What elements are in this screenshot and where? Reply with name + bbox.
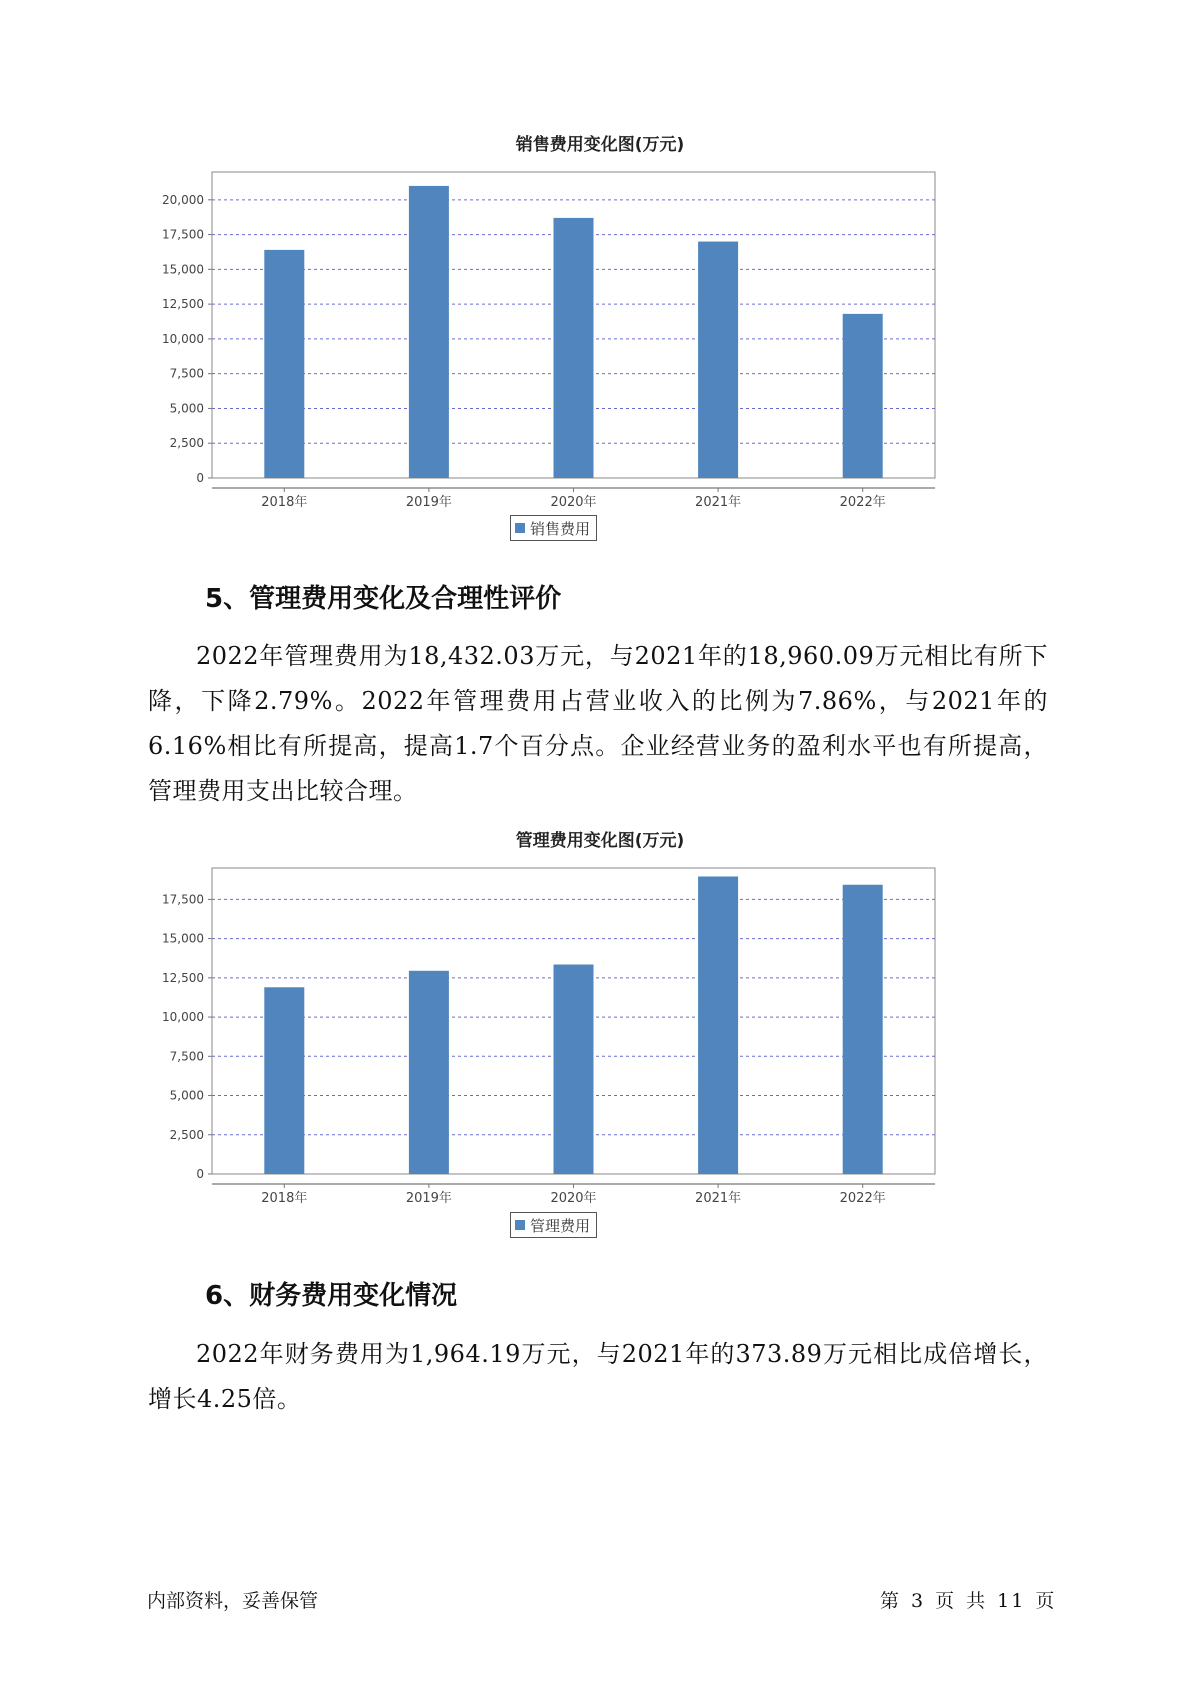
section-heading-5: 5、管理费用变化及合理性评价 xyxy=(205,584,562,614)
page-prefix: 第 xyxy=(880,1590,902,1612)
y-tick-label: 7,500 xyxy=(169,1049,204,1064)
section-heading-6: 6、财务费用变化情况 xyxy=(205,1281,458,1311)
y-tick-label: 5,000 xyxy=(169,1088,204,1103)
y-tick-label: 7,500 xyxy=(169,366,204,381)
chart-title: 管理费用变化图(万元) xyxy=(515,831,685,851)
bar xyxy=(554,965,594,1174)
bar xyxy=(409,971,449,1174)
y-tick-label: 10,000 xyxy=(162,331,204,346)
y-tick-label: 12,500 xyxy=(162,297,204,312)
footer-confidential-note: 内部资料，妥善保管 xyxy=(147,1590,319,1612)
y-tick-label: 17,500 xyxy=(162,227,204,242)
y-tick-label: 15,000 xyxy=(162,262,204,277)
legend-swatch xyxy=(515,1220,525,1230)
chart-title: 销售费用变化图(万元) xyxy=(515,135,685,155)
legend-label: 销售费用 xyxy=(530,519,591,538)
bar xyxy=(698,876,738,1174)
x-tick-label: 2020年 xyxy=(550,1191,597,1206)
bar xyxy=(843,885,883,1174)
y-tick-label: 15,000 xyxy=(162,931,204,946)
page-unit: 页 xyxy=(935,1590,957,1612)
bar xyxy=(698,242,738,478)
x-tick-label: 2019年 xyxy=(405,1191,452,1206)
chart-plot xyxy=(150,856,1050,1246)
total-pages: 11 xyxy=(997,1590,1026,1612)
y-tick-label: 0 xyxy=(196,471,204,485)
section-5-paragraph: 2022年管理费用为18,432.03万元，与2021年的18,960.09万元相比有所下降，下降2.79%。2022年管理费用占营业收入的比例为7.86%，与2021年的6.16%相比有所提高，提高1.7个百分点。企业经营业务的盈利水平也有所提高，管理费用支出比较合理。 xyxy=(148,642,1048,805)
bar xyxy=(409,186,449,478)
x-tick-label: 2022年 xyxy=(839,495,886,510)
admin-expense-chart xyxy=(150,826,1050,1246)
x-tick-label: 2018年 xyxy=(261,495,308,510)
x-tick-label: 2018年 xyxy=(261,1191,308,1206)
bar xyxy=(554,218,594,478)
y-tick-label: 0 xyxy=(196,1167,204,1181)
y-tick-label: 5,000 xyxy=(169,401,204,416)
legend-label: 管理费用 xyxy=(530,1216,591,1235)
y-tick-label: 10,000 xyxy=(162,1010,204,1025)
chart-legend xyxy=(510,1212,597,1238)
x-tick-label: 2022年 xyxy=(839,1191,886,1206)
x-tick-label: 2021年 xyxy=(695,1191,742,1206)
x-tick-label: 2021年 xyxy=(695,495,742,510)
bar xyxy=(264,987,304,1174)
sales-expense-chart xyxy=(150,130,1050,550)
chart-legend xyxy=(510,515,597,541)
footer-page-indicator xyxy=(880,1586,1066,1613)
legend-swatch xyxy=(515,523,525,533)
page-number: 3 xyxy=(911,1590,926,1612)
y-tick-label: 2,500 xyxy=(169,1127,204,1142)
y-tick-label: 20,000 xyxy=(162,192,204,207)
total-unit: 页 xyxy=(1035,1590,1057,1612)
bar xyxy=(843,314,883,478)
y-tick-label: 17,500 xyxy=(162,892,204,907)
x-tick-label: 2020年 xyxy=(550,495,597,510)
total-prefix: 共 xyxy=(966,1590,988,1612)
y-tick-label: 12,500 xyxy=(162,970,204,985)
section-6-paragraph: 2022年财务费用为1,964.19万元，与2021年的373.89万元相比成倍增长，增长4.25倍。 xyxy=(148,1340,1048,1413)
bar xyxy=(264,250,304,478)
x-tick-label: 2019年 xyxy=(405,495,452,510)
y-tick-label: 2,500 xyxy=(169,436,204,451)
chart-plot xyxy=(150,160,1050,550)
